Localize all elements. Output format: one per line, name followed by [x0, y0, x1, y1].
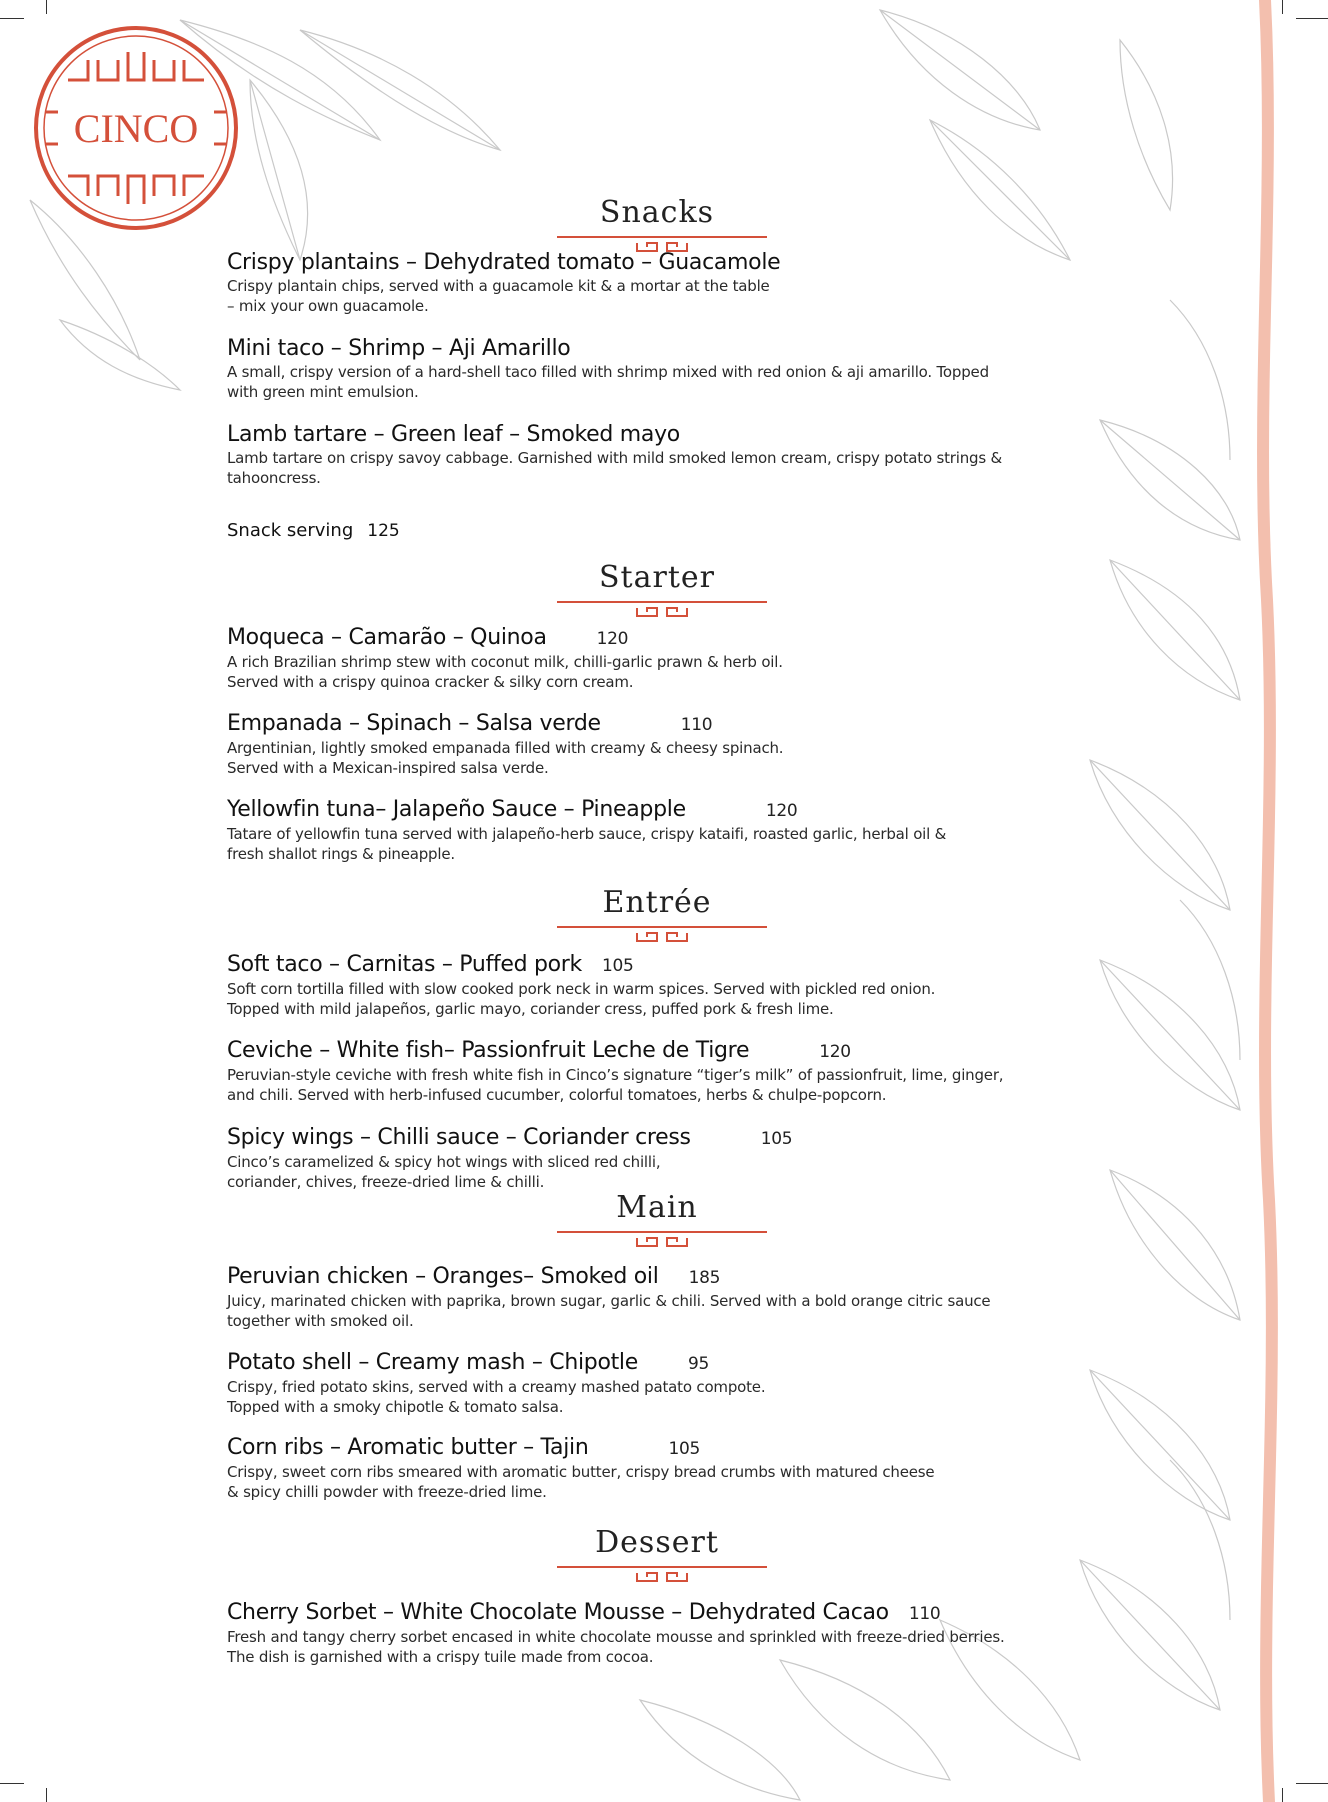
- menu-item-name-row: [227, 1350, 1087, 1377]
- snack-serving-price: 125: [367, 521, 400, 541]
- menu-item-description: coriander, chives, freeze-dried lime & chilli.: [227, 1173, 545, 1191]
- menu-item-name: Corn ribs – Aromatic butter – Tajin: [227, 1435, 589, 1460]
- menu-item-name: Cherry Sorbet – White Chocolate Mousse – Dehydrated Cacao: [227, 1600, 889, 1625]
- menu-item-price: 120: [596, 629, 629, 649]
- menu-item-description: Fresh and tangy cherry sorbet encased in white chocolate mousse and sprinkled with freeze-dried berries.: [227, 1628, 1005, 1646]
- menu-item-name-row: [227, 336, 1087, 362]
- crop-mark: [46, 1788, 47, 1802]
- snack-serving-label: Snack serving: [227, 520, 354, 541]
- menu-item-name: Yellowfin tuna– Jalapeño Sauce – Pineapple: [227, 797, 686, 822]
- decorative-ribbon: [1245, 0, 1285, 1802]
- crop-mark: [0, 1783, 24, 1784]
- section-heading: [557, 885, 757, 945]
- menu-item: [227, 797, 1087, 864]
- menu-item-name: Empanada – Spinach – Salsa verde: [227, 711, 601, 736]
- menu-item-name-row: [227, 952, 1087, 979]
- menu-item-name-row: [227, 1264, 1087, 1291]
- section-title: Entrée: [602, 885, 712, 920]
- menu-item-name-row: [227, 1038, 1087, 1065]
- menu-item-price: 105: [601, 956, 634, 976]
- menu-item-price: 95: [687, 1354, 710, 1374]
- menu-item: [227, 1600, 1087, 1667]
- menu-item-description: The dish is garnished with a crispy tuile made from cocoa.: [227, 1648, 654, 1666]
- menu-item-name-row: [227, 422, 1087, 448]
- snack-serving: [227, 520, 400, 541]
- menu-item-description: & spicy chilli powder with freeze-dried lime.: [227, 1483, 547, 1501]
- menu-item-price: 110: [908, 1604, 941, 1624]
- menu-item: [227, 422, 1087, 488]
- menu-item: [227, 1264, 1087, 1331]
- section-heading: [557, 1190, 757, 1250]
- menu-item-name: Potato shell – Creamy mash – Chipotle: [227, 1350, 638, 1375]
- crop-mark: [1296, 18, 1328, 19]
- menu-item: [227, 1038, 1087, 1105]
- menu-item-name: Mini taco – Shrimp – Aji Amarillo: [227, 336, 571, 361]
- menu-item-price: 105: [668, 1439, 701, 1459]
- menu-item-description: fresh shallot rings & pineapple.: [227, 845, 455, 863]
- menu-item-description: Peruvian-style ceviche with fresh white fish in Cinco’s signature “tiger’s milk” of passionfruit, lime, ginger,: [227, 1066, 1004, 1084]
- menu-item-name-row: [227, 250, 1087, 276]
- menu-item-name-row: [227, 1435, 1087, 1462]
- menu-item-description: Cinco’s caramelized & spicy hot wings with sliced red chilli,: [227, 1153, 661, 1171]
- section-heading: [557, 195, 757, 255]
- menu-item-name: Soft taco – Carnitas – Puffed pork: [227, 952, 582, 977]
- menu-item-description: together with smoked oil.: [227, 1312, 414, 1330]
- menu-item-description: Lamb tartare on crispy savoy cabbage. Garnished with mild smoked lemon cream, crispy potato strings &: [227, 449, 1003, 467]
- menu-item: [227, 1125, 1087, 1192]
- menu-item-price: 120: [765, 801, 798, 821]
- section-title: Main: [616, 1190, 698, 1225]
- menu-item-description: Served with a Mexican-inspired salsa verde.: [227, 759, 549, 777]
- menu-item-description: with green mint emulsion.: [227, 383, 419, 401]
- menu-item-name: Ceviche – White fish– Passionfruit Leche de Tigre: [227, 1038, 750, 1063]
- menu-item-description: Juicy, marinated chicken with paprika, brown sugar, garlic & chili. Served with a bold orange citric sauce: [227, 1292, 991, 1310]
- menu-item-description: Argentinian, lightly smoked empanada filled with creamy & cheesy spinach.: [227, 739, 784, 757]
- menu-item-name: Lamb tartare – Green leaf – Smoked mayo: [227, 422, 680, 447]
- menu-item-description: Tatare of yellowfin tuna served with jalapeño-herb sauce, crispy kataifi, roasted garlic, herbal oil &: [227, 825, 947, 843]
- crop-mark: [1296, 1783, 1328, 1784]
- section-ornament: [557, 598, 767, 620]
- menu-item-name-row: [227, 711, 1087, 738]
- menu-item: [227, 1435, 1087, 1502]
- menu-item: [227, 711, 1087, 778]
- menu-item: [227, 952, 1087, 1019]
- menu-item: [227, 625, 1087, 692]
- section-title: Dessert: [595, 1525, 719, 1560]
- crop-mark: [46, 0, 47, 14]
- menu-item: [227, 336, 1087, 402]
- menu-item-description: Topped with mild jalapeños, garlic mayo, coriander cress, puffed pork & fresh lime.: [227, 1000, 834, 1018]
- menu-item-description: Served with a crispy quinoa cracker & silky corn cream.: [227, 673, 634, 691]
- section-ornament: [557, 923, 767, 945]
- menu-item-name: Moqueca – Camarão – Quinoa: [227, 625, 547, 650]
- menu-item-description: Crispy, sweet corn ribs smeared with aromatic butter, crispy bread crumbs with matured cheese: [227, 1463, 935, 1481]
- menu-item-description: Crispy, fried potato skins, served with a creamy mashed patato compote.: [227, 1378, 766, 1396]
- menu-item-description: tahooncress.: [227, 469, 321, 487]
- section-ornament: [557, 1228, 767, 1250]
- menu-item-description: Crispy plantain chips, served with a guacamole kit & a mortar at the table: [227, 277, 770, 295]
- crop-mark: [0, 18, 24, 19]
- section-ornament: [557, 1563, 767, 1585]
- menu-item-price: 110: [680, 715, 713, 735]
- section-heading: [557, 560, 757, 620]
- menu-item-price: 120: [819, 1042, 851, 1062]
- menu-item-name-row: [227, 1600, 1087, 1627]
- section-title: Starter: [599, 560, 715, 595]
- menu-item-name: Spicy wings – Chilli sauce – Coriander cress: [227, 1125, 691, 1150]
- menu-item: [227, 250, 1087, 316]
- menu-item-name-row: [227, 1125, 1087, 1152]
- menu-item-price: 105: [760, 1129, 793, 1149]
- menu-item-description: Topped with a smoky chipotle & tomato salsa.: [227, 1398, 564, 1416]
- section-heading: [557, 1525, 757, 1585]
- menu-item-description: – mix your own guacamole.: [227, 297, 429, 315]
- logo-text: CINCO: [73, 106, 199, 151]
- menu-item-description: A rich Brazilian shrimp stew with coconut milk, chilli-garlic prawn & herb oil.: [227, 653, 783, 671]
- menu-item-name: Crispy plantains – Dehydrated tomato – Guacamole: [227, 250, 781, 275]
- menu-item-price: 185: [688, 1268, 721, 1288]
- menu-item: [227, 1350, 1087, 1417]
- menu-item-description: Soft corn tortilla filled with slow cooked pork neck in warm spices. Served with pickled red onion.: [227, 980, 936, 998]
- menu-item-name: Peruvian chicken – Oranges– Smoked oil: [227, 1264, 659, 1289]
- menu-item-name-row: [227, 797, 1087, 824]
- menu-item-description: A small, crispy version of a hard-shell taco filled with shrimp mixed with red onion & aji amarillo. Topped: [227, 363, 989, 381]
- section-title: Snacks: [599, 195, 715, 230]
- menu-item-description: and chili. Served with herb-infused cucumber, colorful tomatoes, herbs & chulpe-popcorn.: [227, 1086, 887, 1104]
- menu-item-name-row: [227, 625, 1087, 652]
- cinco-logo: [28, 20, 244, 236]
